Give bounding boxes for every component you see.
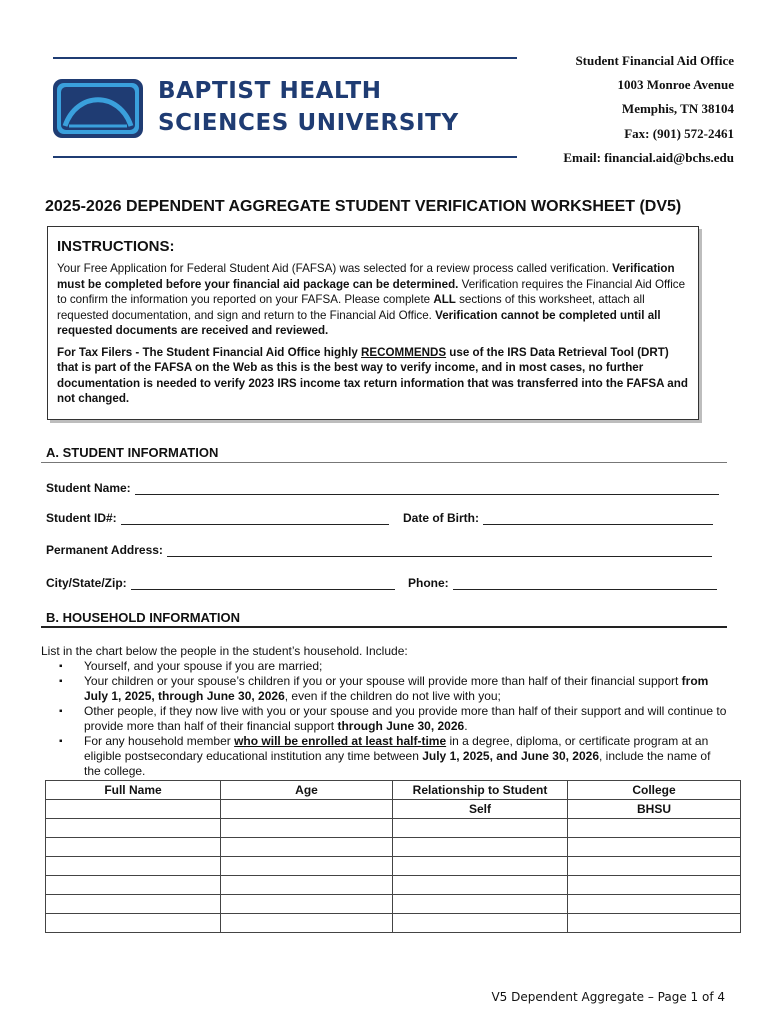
logo-text-line2: SCIENCES UNIVERSITY xyxy=(158,110,459,136)
full-name-cell[interactable] xyxy=(46,876,221,895)
list-item-text: in a degree, diploma, or certificate program at an eligible postsecondary educational institution any time between xyxy=(84,734,709,763)
list-item xyxy=(57,659,727,674)
table-row xyxy=(46,819,741,838)
list-item-text: Other people, if they now live with you or your spouse and you provide more than half of their support and will continue to provide more than half of their financial support xyxy=(84,704,727,733)
relationship-cell[interactable] xyxy=(393,876,568,895)
full-name-cell[interactable] xyxy=(46,857,221,876)
page-footer: V5 Dependent Aggregate – Page 1 of 4 xyxy=(491,990,725,1004)
office-address: 1003 Monroe Avenue xyxy=(617,77,734,92)
list-item-bold-text: from July 1, 2025, through June 30, 2026 xyxy=(84,674,709,703)
list-item-text: , even if the children do not live with you; xyxy=(284,689,501,703)
list-item-underlined-text: who will be enrolled at least half-time xyxy=(234,734,447,748)
recommends-text: RECOMMENDS xyxy=(361,345,447,359)
column-header-full-name: Full Name xyxy=(46,781,221,800)
table-header-row xyxy=(46,781,741,800)
instructions-paragraph-1 xyxy=(57,261,690,339)
table-row xyxy=(46,838,741,857)
section-b-title: B. HOUSEHOLD INFORMATION xyxy=(46,610,241,625)
city-state-zip-label: City/State/Zip: xyxy=(46,576,127,590)
age-cell[interactable] xyxy=(221,819,393,838)
list-item xyxy=(57,734,727,779)
instructions-text: sections of this worksheet, attach all requested documentation, and sign and return to the Financial Aid Office. xyxy=(57,293,645,322)
table-row xyxy=(46,876,741,895)
full-name-cell[interactable] xyxy=(46,895,221,914)
list-item xyxy=(57,674,727,704)
date-of-birth-input-line[interactable] xyxy=(483,512,713,525)
household-criteria-list xyxy=(57,659,727,779)
logo-top-rule xyxy=(53,57,517,59)
relationship-cell[interactable] xyxy=(393,838,568,857)
relationship-cell[interactable] xyxy=(393,857,568,876)
college-cell[interactable] xyxy=(568,838,741,857)
section-a-title: A. STUDENT INFORMATION xyxy=(46,445,219,460)
student-name-input-line[interactable] xyxy=(135,482,719,495)
list-item-text: For any household member xyxy=(84,734,235,748)
college-cell[interactable] xyxy=(568,857,741,876)
student-name-field[interactable] xyxy=(46,481,719,495)
relationship-cell[interactable] xyxy=(393,895,568,914)
college-cell[interactable] xyxy=(568,819,741,838)
list-item-text: Yourself, and your spouse if you are married; xyxy=(84,659,323,673)
university-logo-icon xyxy=(53,79,143,138)
office-city: Memphis, TN 38104 xyxy=(621,101,734,116)
college-cell[interactable] xyxy=(568,895,741,914)
date-of-birth-field[interactable] xyxy=(403,511,713,525)
section-a-rule xyxy=(41,462,727,463)
city-state-zip-input-line[interactable] xyxy=(131,577,395,590)
instructions-bold-text: Verification must be completed before your financial aid package can be determined. xyxy=(57,262,675,291)
office-name: Student Financial Aid Office xyxy=(575,53,734,68)
student-id-input-line[interactable] xyxy=(121,512,389,525)
list-item xyxy=(57,704,727,734)
relationship-cell[interactable] xyxy=(393,819,568,838)
instructions-bold-text: use of the IRS Data Retrieval Tool (DRT) that is part of the FAFSA on the Web as this is the best way to verify income, and in most cases, no further documentation is needed to verify 2023 IRS income tax return information that was transferred into the FAFSA and not changed. xyxy=(57,345,688,405)
column-header-age: Age xyxy=(221,781,393,800)
column-header-relationship: Relationship to Student xyxy=(393,781,568,800)
list-item-bold-text: through June 30, 2026 xyxy=(337,719,465,733)
phone-label: Phone: xyxy=(408,576,449,590)
list-item-text: . xyxy=(464,719,468,733)
age-cell[interactable] xyxy=(221,800,393,819)
permanent-address-label: Permanent Address: xyxy=(46,543,163,557)
instructions-heading: INSTRUCTIONS: xyxy=(57,238,175,255)
instructions-paragraph-2 xyxy=(57,345,690,407)
phone-input-line[interactable] xyxy=(453,577,717,590)
logo-bottom-rule xyxy=(53,156,517,158)
section-b-rule xyxy=(41,626,727,628)
household-intro: List in the chart below the people in the student’s household. Include: xyxy=(41,644,408,658)
full-name-cell[interactable] xyxy=(46,819,221,838)
household-table xyxy=(45,780,741,933)
instructions-box xyxy=(47,226,699,420)
permanent-address-input-line[interactable] xyxy=(167,544,712,557)
column-header-college: College xyxy=(568,781,741,800)
phone-field[interactable] xyxy=(408,576,717,590)
age-cell[interactable] xyxy=(221,838,393,857)
instructions-text: Your Free Application for Federal Student Aid (FAFSA) was selected for a review process called verification. xyxy=(57,262,609,275)
office-email: Email: financial.aid@bchs.edu xyxy=(563,150,734,165)
city-state-zip-field[interactable] xyxy=(46,576,395,590)
college-cell[interactable] xyxy=(568,876,741,895)
list-item-bold-text: July 1, 2025, and June 30, 2026 xyxy=(422,749,599,763)
full-name-cell[interactable] xyxy=(46,914,221,933)
age-cell[interactable] xyxy=(221,857,393,876)
instructions-bold-text: ALL xyxy=(433,293,456,306)
table-row xyxy=(46,914,741,933)
table-row xyxy=(46,895,741,914)
document-title: 2025-2026 DEPENDENT AGGREGATE STUDENT VERIFICATION WORKSHEET (DV5) xyxy=(45,198,682,215)
logo-text-line1: BAPTIST HEALTH xyxy=(158,78,382,104)
relationship-cell[interactable] xyxy=(393,914,568,933)
age-cell[interactable] xyxy=(221,914,393,933)
full-name-cell[interactable] xyxy=(46,838,221,857)
table-row xyxy=(46,800,741,819)
instructions-bold-text: For Tax Filers - The Student Financial Aid Office highly xyxy=(57,345,362,359)
list-item-text: , include the name of the college. xyxy=(84,749,711,778)
date-of-birth-label: Date of Birth: xyxy=(403,511,479,525)
instructions-text: Verification requires the Financial Aid Office to confirm the information you reported on your FAFSA. Please complete xyxy=(57,277,686,306)
college-cell: BHSU xyxy=(568,800,741,819)
table-row xyxy=(46,857,741,876)
college-cell[interactable] xyxy=(568,914,741,933)
list-item-text: Your children or your spouse’s children if you or your spouse will provide more than half of their financial support xyxy=(84,674,682,688)
student-id-label: Student ID#: xyxy=(46,511,117,525)
office-fax: Fax: (901) 572-2461 xyxy=(624,126,734,141)
age-cell[interactable] xyxy=(221,895,393,914)
student-id-field[interactable] xyxy=(46,511,389,525)
full-name-cell[interactable] xyxy=(46,800,221,819)
student-name-label: Student Name: xyxy=(46,481,131,495)
instructions-bold-text: Verification cannot be completed until all requested documents are received and reviewed. xyxy=(57,308,661,337)
permanent-address-field[interactable] xyxy=(46,543,712,557)
relationship-cell: Self xyxy=(393,800,568,819)
age-cell[interactable] xyxy=(221,876,393,895)
